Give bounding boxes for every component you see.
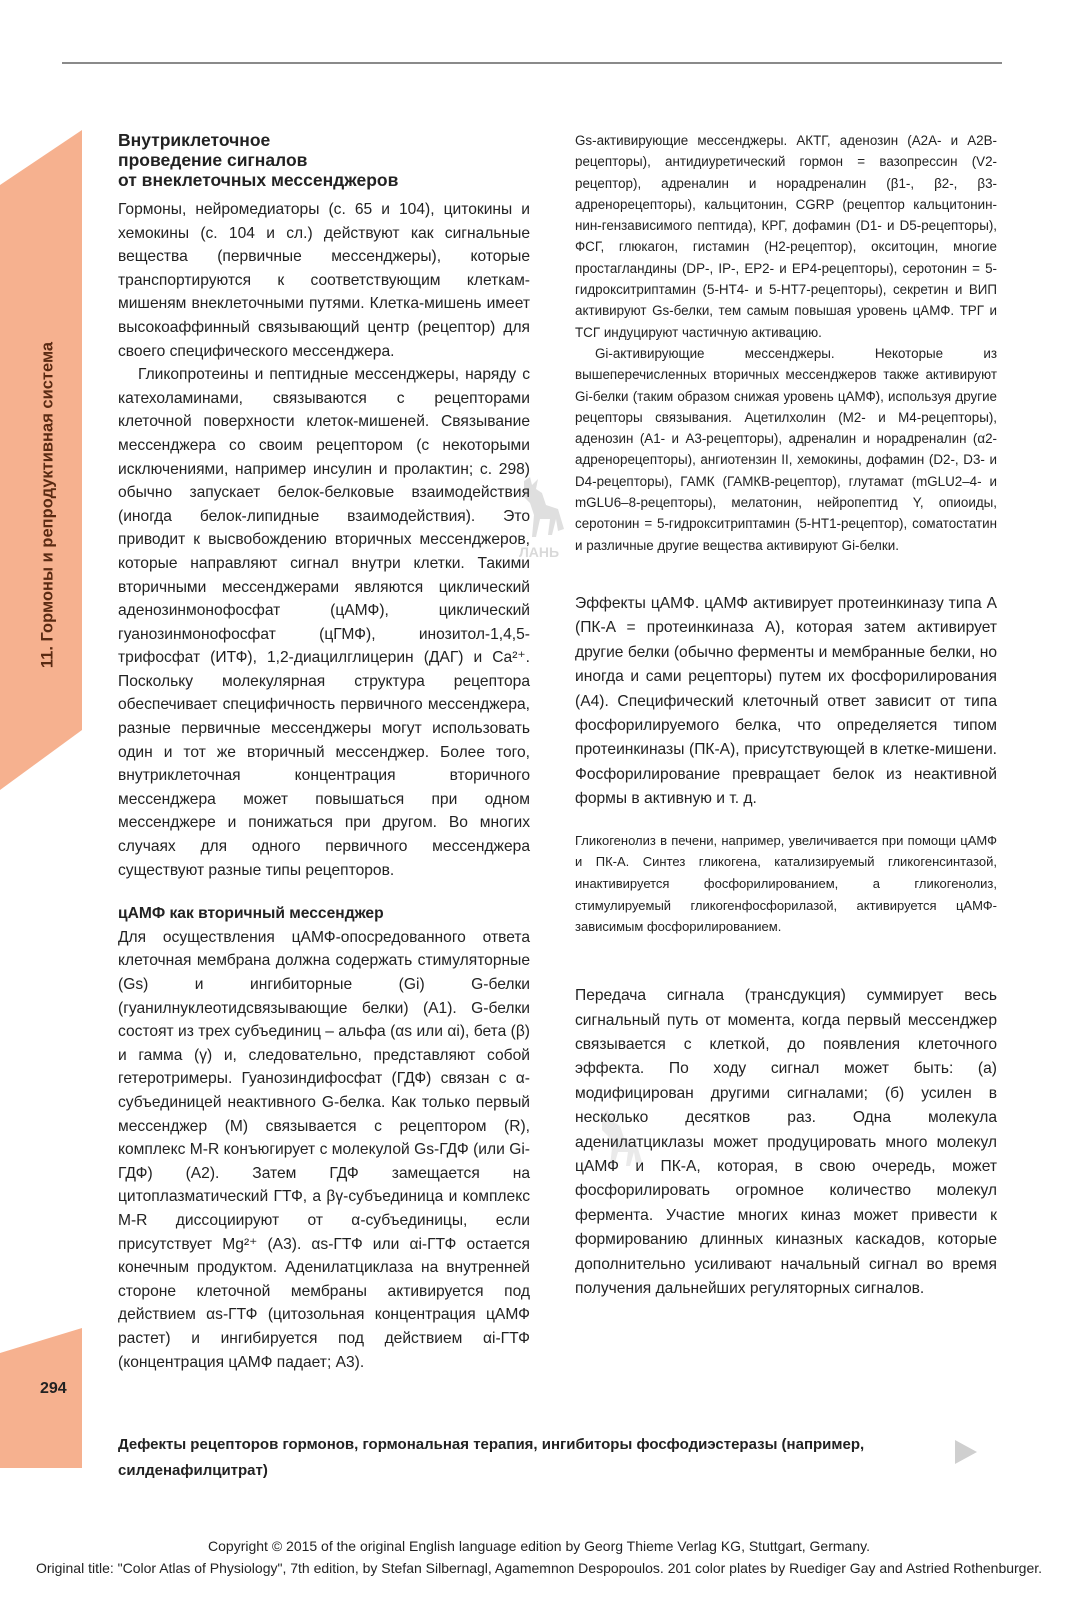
svg-text:ЛАНЬ: ЛАНЬ	[518, 544, 560, 560]
top-rule	[62, 62, 1002, 64]
transduction-paragraph: Передача сигнала (трансдукция) суммирует весь сигнальный путь от момента, когда первый мессенджер связывается с клеткой, до появления клеточного эффекта. По ходу сигнал может быть: (а) модифицирован другими сигналами; (б) усилен в несколько десятков раз. Одна молекула аденилатциклазы может продуцировать много молекул цАМФ и ПК-A, которая, в свою очередь, может фосфорилировать огромное количество молекул фермента. Участие многих киназ может привести к формированию длинных киназных каскадов, которые дополнительно усиливают начальный сигнал во время получения дальнейших регуляторных сигналов.	[575, 987, 997, 1297]
copyright-line: Copyright © 2015 of the original English language edition by Georg Thieme Verlag KG, Stuttgart, Germany.	[208, 1538, 870, 1554]
section-heading: Внутриклеточное проведение сигналов от внеклеточных мессенджеров	[118, 130, 399, 190]
page-tab	[0, 1328, 82, 1468]
gs-paragraph: Gs-активирующие мессенджеры. АКТГ, аденозин (A2A- и A2B-рецепторы), антидиуретический гормон = вазопрессин (V2-рецептор), адреналин и норадреналин (β1-, β2-, β3-адренорецепторы), кальцитонин, CGRP (рецептор кальцитонин-нин-гензависимого пептида), КРГ, дофамин (D1- и D5-рецепторы), ФСГ, глюкагон, гистамин (H2-рецептор), окситоцин, многие простагландины (DP-, IP-, EP2- и EP4-рецепторы), серотонин = 5-гидрокситриптамин (5-HT4- и 5-HT7-рецепторы), секретин и ВИП активируют Gs-белки, тем самым повышая уровень цАМФ. ТРГ и ТСГ индуцируют частичную активацию.	[575, 133, 997, 340]
cross-reference-note: Дефекты рецепторов гормонов, гормональная терапия, ингибиторы фосфодиэстеразы (например, силденафилцитрат)	[118, 1436, 865, 1479]
page-number: 294	[40, 1380, 67, 1397]
left-column	[118, 130, 530, 1374]
play-arrow-icon	[955, 1440, 977, 1464]
paragraph: Для осуществления цАМФ-опосредованного ответа клеточная мембрана должна содержать стимуляторные (Gs) и ингибиторные (Gi) G-белки (гуанилнуклеотидсвязывающие белки) (A1). G-белки состоят из трех субъединиц – альфа (αs или αi), бета (β) и гамма (γ) и, следовательно, представляют собой гетеротримеры. Гуанозиндифосфат (ГДФ) связан с α-субъединицей неактивного G-белка. Как только первый мессенджер (М) связывается с рецептором (R), комплекс M-R конъюгирует с молекулой Gs-ГДФ (или Gi-ГДФ) (A2). Затем ГДФ замещается на цитоплазматический ГТФ, а βγ-субъединица и комплекс M-R диссоциируют от α-субъединицы, если присутствует Mg²⁺ (A3). αs-ГТФ или αi-ГТФ остается конечным продуктом. Аденилатциклаза на внутренней стороне клеточной мембраны активируется под действием αs-ГТФ (цитозольная концентрация цАМФ растет) и ингибируется под действием αi-ГТФ (концентрация цАМФ падает; A3).	[118, 928, 530, 1371]
right-column	[575, 130, 997, 1301]
original-title-line: Original title: "Color Atlas of Physiology", 7th edition, by Stefan Silbernagl, Agamemnon Despopoulos. 201 color plates by Ruediger Gay and Astried Rothenburger.	[35, 1560, 1043, 1576]
paragraph: Гликопротеины и пептидные мессенджеры, наряду с катехоламинами, связываются с рецепторами клеточной поверхности клеток-мишеней. Связывание мессенджера со своим рецептором (с некоторыми исключениями, например инсулин и пролактин; с. 298) обычно запускает белок-белковые взаимодействия (иногда белок-липидные взаимодействия). Это приводит к высвобождению вторичных мессенджеров, которые направляют сигнал внутри клетки. Такими вторичными мессенджерами являются циклический аденозинмонофосфат (цАМФ), циклический гуанозинмонофосфат (цГМФ), инозитол-1,4,5-трифосфат (ИТФ), 1,2-диацилглицерин (ДАГ) и Ca²⁺. Поскольку молекулярная структура рецептора обеспечивает специфичность первичного мессенджера, разные первичные мессенджеры могут использовать один и тот же вторичный мессенджер. Более того, внутриклеточная концентрация вторичного мессенджера может повышаться при одном мессенджере и понижаться при другом. Во многих случаях для одного первичного мессенджера существуют разные типы рецепторов.	[118, 366, 530, 879]
subheading: цАМФ как вторичный мессенджер	[118, 905, 384, 923]
glycogenolysis-paragraph: Гликогенолиз в печени, например, увеличивается при помощи цАМФ и ПК-A. Синтез гликогена, катализируемый гликогенсинтазой, инактивируется фосфорилированием, а гликогенолиз, стимулируемый гликогенфосфорилазой, активируется цАМФ-зависимым фосфорилированием.	[575, 832, 997, 935]
gi-paragraph: Gi-активирующие мессенджеры. Некоторые из вышеперечисленных вторичных мессенджеров также активируют Gi-белки (таким образом снижая уровень цАМФ), используя другие рецепторы связывания. Ацетилхолин (M2- и M4-рецепторы), аденозин (A1- и A3-рецепторы), адреналин и норадреналин (α2-адренорецепторы), ангиотензин II, хемокины, дофамин (D2-, D3- и D4-рецепторы), ГАМК (ГАМКB-рецептор), глутамат (mGLU2–4- и mGLU6–8-рецепторы), мелатонин, нейропептид Y, опиоиды, серотонин = 5-гидрокситриптамин (5-HT1-рецептор), соматостатин и различные другие вещества активируют Gi-белки.	[575, 345, 997, 553]
camp-effects-paragraph: Эффекты цАМФ. цАМФ активирует протеинкиназу типа A (ПК-A = протеинкиназа A), которая затем активирует другие белки (обычно ферменты и мембранные белки, но иногда и сами рецепторы) путем их фосфорилирования (A4). Специфический клеточный ответ зависит от типа фосфорилируемого белка, что определяется типом протеинкиназы (ПК-A), присутствующей в клетке-мишени. Фосфорилирование превращает белок из неактивной формы в активную и т. д.	[575, 594, 997, 808]
paragraph: Гормоны, нейромедиаторы (с. 65 и 104), цитокины и хемокины (с. 104 и сл.) действуют как сигнальные вещества (первичные мессенджеры), которые транспортируются к соответствующим клеткам-мишеням внеклеточными путями. Клетка-мишень имеет высокоаффинный связывающий центр (рецептор) для своего специфического мессенджера.	[118, 201, 530, 360]
chapter-title: 11. Гормоны и репродуктивная система	[38, 341, 57, 669]
